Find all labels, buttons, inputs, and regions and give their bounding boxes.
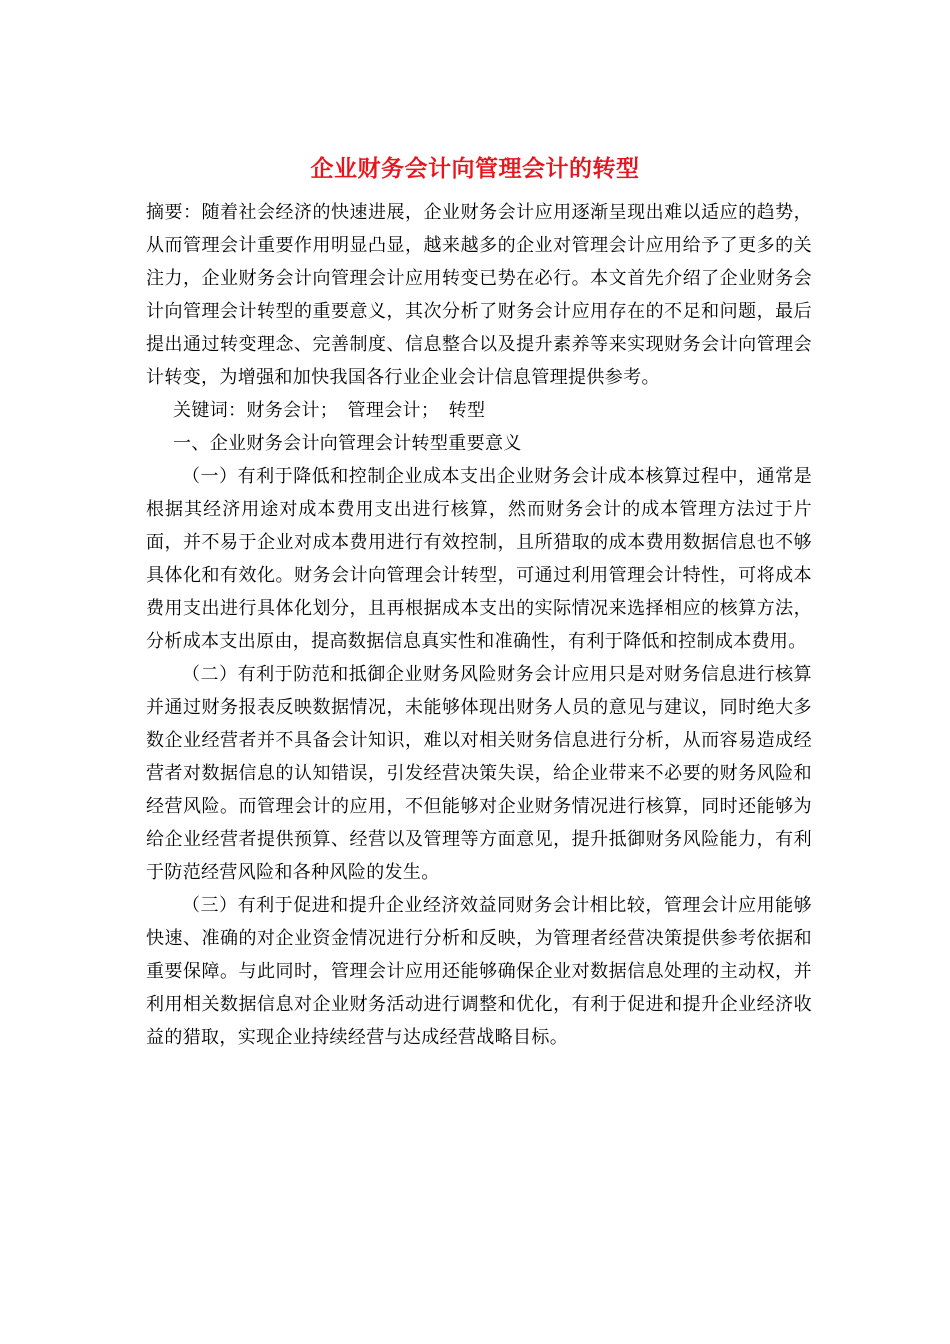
document-title: 企业财务会计向管理会计的转型 xyxy=(310,155,640,182)
body-paragraph: （一）有利于降低和控制企业成本支出企业财务会计成本核算过程中，通常是根据其经济用途对成本费用支出进行核算，然而财务会计的成本管理方法过于片面，并不易于企业对成本费用进行有效控制，且所猎取的成本费用数据信息也不够具体化和有效化。财务会计向管理会计转型，可通过利用管理会计特性，可将成本费用支出进行具体化划分，且再根据成本支出的实际情况来选择相应的核算方法，分析成本支出原由，提高数据信息真实性和准确性，有利于降低和控制成本费用。 xyxy=(146,466,812,652)
keywords-line: 关键词：财务会计； 管理会计； 转型 xyxy=(173,400,486,421)
document-body xyxy=(146,196,812,1054)
abstract-paragraph: 摘要：随着社会经济的快速进展，企业财务会计应用逐渐呈现出难以适应的趋势，从而管理会计重要作用明显凸显，越来越多的企业对管理会计应用给予了更多的关注力，企业财务会计向管理会计应用转变已势在必行。本文首先介绍了企业财务会计向管理会计转型的重要意义，其次分析了财务会计应用存在的不足和问题，最后提出通过转变理念、完善制度、信息整合以及提升素养等来实现财务会计向管理会计转变，为增强和加快我国各行业企业会计信息管理提供参考。 xyxy=(146,202,812,388)
body-paragraph: （三）有利于促进和提升企业经济效益同财务会计相比较，管理会计应用能够快速、准确的对企业资金情况进行分析和反映，为管理者经营决策提供参考依据和重要保障。与此同时，管理会计应用还能够确保企业对数据信息处理的主动权，并利用相关数据信息对企业财务活动进行调整和优化，有利于促进和提升企业经济收益的猎取，实现企业持续经营与达成经营战略目标。 xyxy=(146,895,812,1048)
body-paragraph: （二）有利于防范和抵御企业财务风险财务会计应用只是对财务信息进行核算并通过财务报表反映数据情况，未能够体现出财务人员的意见与建议，同时绝大多数企业经营者并不具备会计知识，难以对相关财务信息进行分析，从而容易造成经营者对数据信息的认知错误，引发经营决策失误，给企业带来不必要的财务风险和经营风险。而管理会计的应用，不但能够对企业财务情况进行核算，同时还能够为给企业经营者提供预算、经营以及管理等方面意见，提升抵御财务风险能力，有利于防范经营风险和各种风险的发生。 xyxy=(146,664,812,883)
section-heading: 一、企业财务会计向管理会计转型重要意义 xyxy=(173,433,522,454)
